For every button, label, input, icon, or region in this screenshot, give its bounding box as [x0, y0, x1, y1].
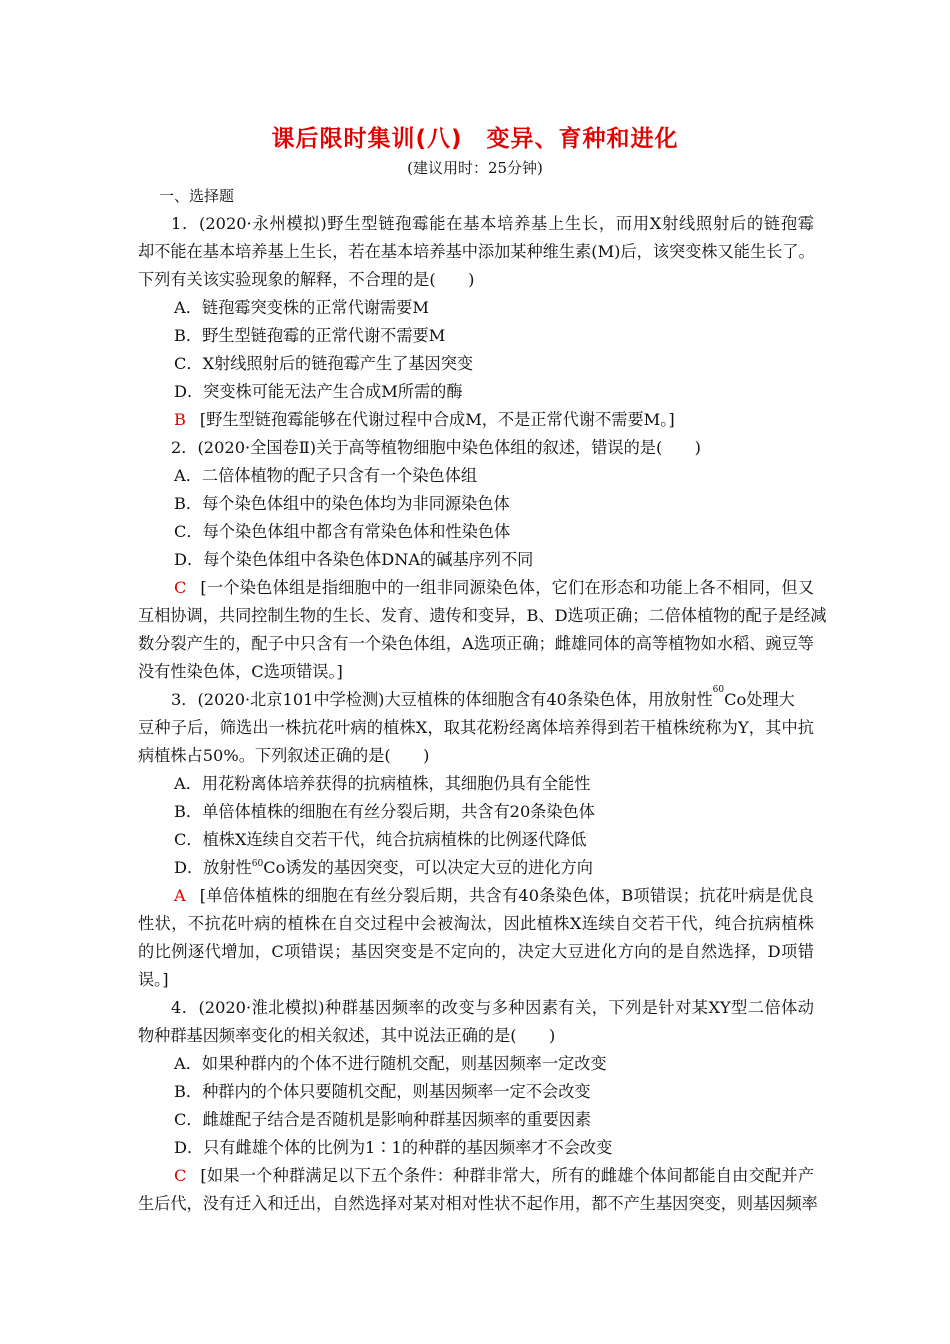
q1-option-b: B．野生型链孢霉的正常代谢不需要M [174, 326, 446, 345]
q1-answer-line [174, 410, 675, 430]
q1-answer: B [174, 410, 186, 429]
q3-explanation-line-3: 的比例逐代增加，C项错误；基因突变是不定向的，决定大豆进化方向的是自然选择，D项错 [138, 942, 814, 961]
q1-explanation: [野生型链孢霉能够在代谢过程中合成M，不是正常代谢不需要M。] [199, 410, 675, 429]
q1-stem-line-1: 1．(2020·永州模拟)野生型链孢霉能在基本培养基上生长，而用X射线照射后的链孢霉 [171, 214, 814, 233]
q2-explanation-line-2: 互相协调，共同控制生物的生长、发育、遗传和变异，B、D选项正确；二倍体植物的配子是经减 [138, 606, 827, 625]
q3-stem-text-1: 3．(2020·北京101中学检测)大豆植株的体细胞含有40条染色体，用放射性 [171, 690, 713, 709]
q1-option-d: D．突变株可能无法产生合成M所需的酶 [174, 382, 463, 401]
q4-explanation-line-1 [174, 1166, 814, 1186]
q3-explanation-line-1 [174, 886, 814, 906]
time-note: (建议用时：25分钟) [407, 159, 543, 177]
q3-stem-line-1 [171, 685, 814, 710]
q1-stem-line-2: 却不能在基本培养基上生长，若在基本培养基中添加某种维生素(M)后，该突变株又能生长了。 [138, 242, 815, 261]
q4-explanation-text-1: [如果一个种群满足以下五个条件：种群非常大，所有的雌雄个体间都能自由交配并产 [200, 1166, 814, 1185]
q2-option-b: B．每个染色体组中的染色体均为非同源染色体 [174, 494, 510, 513]
q3-option-c: C．植株X连续自交若干代，纯合抗病植株的比例逐代降低 [174, 830, 587, 849]
q3-option-a: A．用花粉离体培养获得的抗病植株，其细胞仍具有全能性 [174, 774, 591, 793]
q3-answer: A [174, 886, 186, 905]
q2-explanation-line-3: 数分裂产生的，配子中只含有一个染色体组，A选项正确；雌雄同体的高等植物如水稻、豌豆等 [138, 634, 814, 653]
q2-option-a: A．二倍体植物的配子只含有一个染色体组 [174, 466, 478, 485]
q4-explanation-line-2: 生后代，没有迁入和迁出，自然选择对某对相对性状不起作用，都不产生基因突变，则基因频率 [138, 1194, 818, 1213]
q3-option-d [174, 858, 593, 878]
q1-stem-line-3: 下列有关该实验现象的解释，不合理的是( ) [138, 270, 475, 289]
q3-option-d-isotope-mass: 60 [251, 859, 264, 869]
q2-explanation-line-4: 没有性染色体，C选项错误。] [138, 662, 343, 681]
q3-option-d-text-b: Co诱发的基因突变，可以决定大豆的进化方向 [263, 858, 593, 877]
q3-stem-line-3: 病植株占50%。下列叙述正确的是( ) [138, 746, 430, 765]
q2-explanation-line-1 [174, 578, 814, 598]
page-title: 课后限时集训(八) 变异、育种和进化 [271, 126, 679, 152]
q3-isotope-mass: 60 [712, 685, 725, 695]
q2-explanation-text-1: [一个染色体组是指细胞中的一组非同源染色体，它们在形态和功能上各不相同，但又 [200, 578, 814, 597]
q4-answer: C [174, 1166, 187, 1185]
q1-option-a: A．链孢霉突变株的正常代谢需要M [174, 298, 429, 317]
q4-stem-line-2: 物种群基因频率变化的相关叙述，其中说法正确的是( ) [138, 1026, 556, 1045]
q2-option-d: D．每个染色体组中各染色体DNA的碱基序列不同 [174, 550, 534, 569]
q3-option-d-text: D．放射性 [174, 858, 252, 877]
q2-stem-line-1: 2．(2020·全国卷Ⅱ)关于高等植物细胞中染色体组的叙述，错误的是( ) [171, 438, 701, 457]
section-heading: 一、选择题 [159, 187, 235, 205]
q3-stem-line-2: 豆种子后，筛选出一株抗花叶病的植株X，取其花粉经离体培养得到若干植株统称为Y，其中抗 [138, 718, 814, 737]
q2-option-c: C．每个染色体组中都含有常染色体和性染色体 [174, 522, 511, 541]
q4-option-c: C．雌雄配子结合是否随机是影响种群基因频率的重要因素 [174, 1110, 592, 1129]
q3-explanation-line-2: 性状，不抗花叶病的植株在自交过程中会被淘汰，因此植株X连续自交若干代，纯合抗病植株 [138, 914, 814, 933]
q4-option-a: A．如果种群内的个体不进行随机交配，则基因频率一定改变 [174, 1054, 607, 1073]
q3-option-b: B．单倍体植株的细胞在有丝分裂后期，共含有20条染色体 [174, 802, 595, 821]
q4-stem-line-1: 4．(2020·淮北模拟)种群基因频率的改变与多种因素有关，下列是针对某XY型二倍体动 [171, 998, 814, 1017]
q4-option-d: D．只有雌雄个体的比例为1∶1的种群的基因频率才不会改变 [174, 1138, 613, 1157]
q4-option-b: B．种群内的个体只要随机交配，则基因频率一定不会改变 [174, 1082, 591, 1101]
q2-answer: C [174, 578, 187, 597]
q3-explanation-text-1: [单倍体植株的细胞在有丝分裂后期，共含有40条染色体，B项错误；抗花叶病是优良 [199, 886, 814, 905]
q3-stem-text-1b: Co处理大 [724, 690, 795, 709]
q1-option-c: C．X射线照射后的链孢霉产生了基因突变 [174, 354, 474, 373]
q3-explanation-line-4: 误。] [138, 970, 169, 989]
